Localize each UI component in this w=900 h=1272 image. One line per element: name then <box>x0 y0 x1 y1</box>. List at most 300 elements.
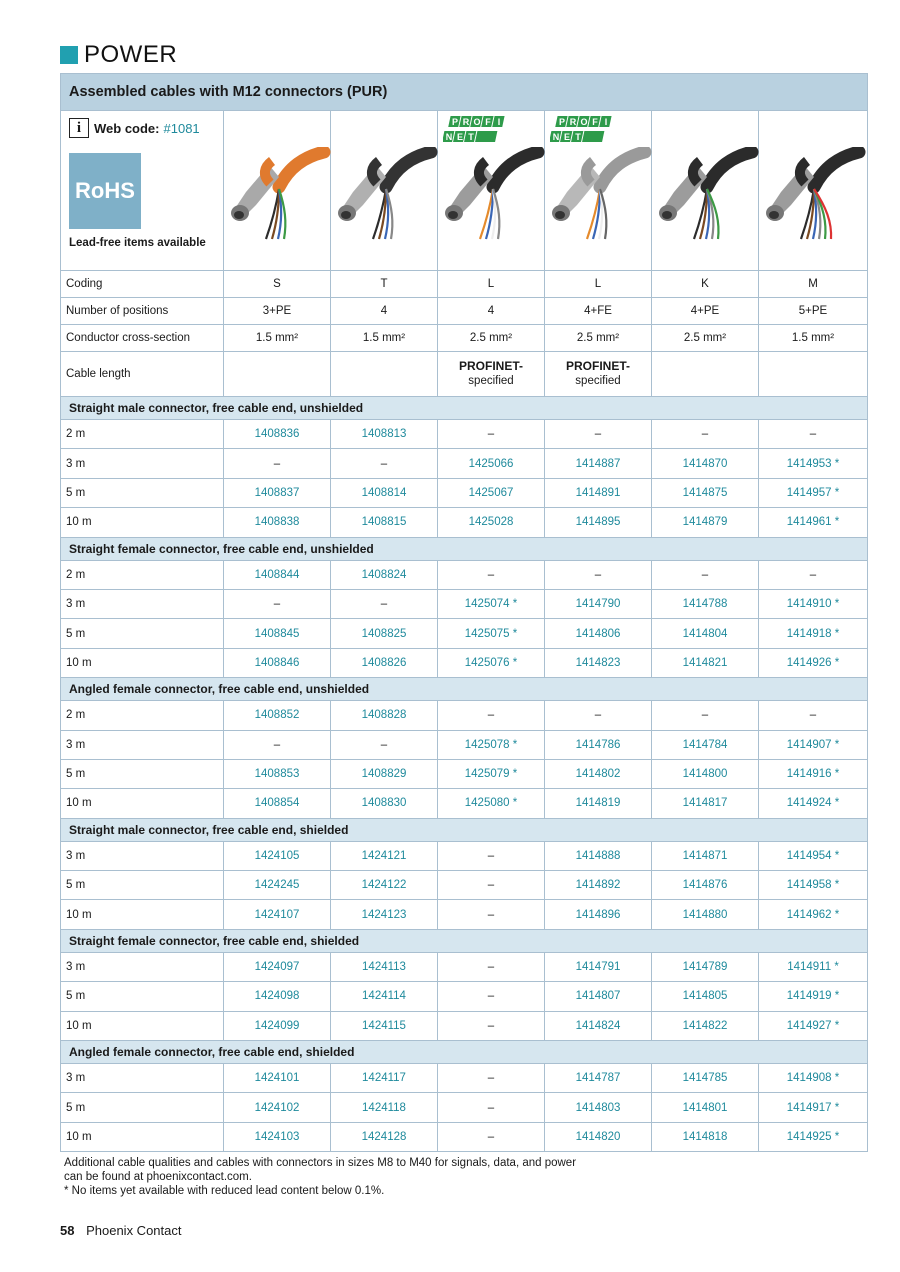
order-number-cell <box>545 701 652 730</box>
order-number-link[interactable]: 1424105 <box>254 849 300 862</box>
order-number-link[interactable]: 1414800 <box>682 768 728 781</box>
order-number-link[interactable]: 1425075 * <box>464 627 518 640</box>
product-image-cell <box>438 111 545 271</box>
order-number-cell <box>652 589 759 618</box>
order-number-cell <box>652 701 759 730</box>
spec-value: 4 <box>438 298 545 325</box>
order-number-cell <box>438 589 545 618</box>
cable-length-value <box>545 352 652 397</box>
order-number-cell <box>331 648 438 677</box>
order-number-cell <box>224 841 331 870</box>
order-number-link[interactable]: 1424121 <box>361 849 407 862</box>
spec-row <box>61 298 868 325</box>
length-cell: 3 m <box>61 449 224 478</box>
spec-value: 4+FE <box>545 298 652 325</box>
order-number-cell <box>438 1064 545 1093</box>
order-number-cell <box>545 560 652 589</box>
product-image-cell <box>652 111 759 271</box>
order-number-link[interactable]: 1408826 <box>361 656 407 669</box>
order-number-link[interactable]: 1414791 <box>575 961 621 974</box>
order-number-cell <box>331 900 438 929</box>
order-number-cell <box>759 759 868 788</box>
order-number-link[interactable]: 1414876 <box>682 879 728 892</box>
order-number-cell <box>331 420 438 449</box>
not-available: – <box>487 568 495 581</box>
order-number-cell <box>438 900 545 929</box>
section-square-icon <box>60 46 78 64</box>
not-available: – <box>594 709 602 722</box>
footnote-line: can be found at phoenixcontact.com. <box>64 1171 252 1183</box>
order-number-cell <box>652 871 759 900</box>
order-number-link[interactable]: 1408813 <box>361 428 407 441</box>
order-number-cell <box>652 759 759 788</box>
order-number-cell <box>652 478 759 507</box>
order-number-cell <box>331 1064 438 1093</box>
order-number-link[interactable]: 1414805 <box>682 990 728 1003</box>
profinet-label: PROFINET- <box>565 359 630 373</box>
order-number-link[interactable]: 1414892 <box>575 879 621 892</box>
profinet-specified: specified <box>575 375 621 387</box>
order-number-cell <box>224 871 331 900</box>
order-number-link[interactable]: 1425074 * <box>464 598 518 611</box>
order-number-cell <box>759 478 868 507</box>
order-number-link[interactable]: 1414954 * <box>786 849 840 862</box>
order-number-cell <box>331 589 438 618</box>
order-number-link[interactable]: 1425066 <box>468 457 514 470</box>
order-number-cell <box>652 449 759 478</box>
not-available: – <box>487 990 495 1003</box>
svg-text:P: P <box>558 117 566 127</box>
length-cell: 10 m <box>61 1011 224 1040</box>
order-number-cell <box>331 508 438 537</box>
order-number-cell <box>545 952 652 981</box>
order-number-link[interactable]: 1414824 <box>575 1019 621 1032</box>
order-number-link[interactable]: 1424097 <box>254 961 300 974</box>
order-number-cell <box>224 420 331 449</box>
web-code[interactable] <box>69 118 215 138</box>
order-number-link[interactable]: 1414821 <box>682 656 728 669</box>
order-number-cell <box>652 730 759 759</box>
order-number-cell <box>331 478 438 507</box>
not-available: – <box>809 428 817 441</box>
product-table-wrapper <box>60 73 867 1152</box>
order-number-cell <box>759 589 868 618</box>
spec-value: L <box>545 271 652 298</box>
length-cell: 3 m <box>61 952 224 981</box>
order-number-cell <box>224 648 331 677</box>
order-number-link[interactable]: 1424123 <box>361 908 407 921</box>
cable-connector-icon <box>652 147 759 267</box>
order-number-link[interactable]: 1408837 <box>254 486 300 499</box>
cable-length-value <box>438 352 545 397</box>
not-available: – <box>487 1072 495 1085</box>
order-number-link[interactable]: 1408854 <box>254 797 300 810</box>
section-header-row <box>61 1041 868 1064</box>
info-cell <box>61 111 224 271</box>
order-number-link[interactable]: 1408830 <box>361 797 407 810</box>
table-row <box>61 420 868 449</box>
order-number-link[interactable]: 1414891 <box>575 486 621 499</box>
table-row <box>61 871 868 900</box>
table-row <box>61 478 868 507</box>
svg-text:I: I <box>497 117 501 127</box>
order-number-link[interactable]: 1414879 <box>682 516 728 529</box>
web-code-link[interactable]: #1081 <box>163 120 200 136</box>
order-number-link[interactable]: 1408836 <box>254 428 300 441</box>
section-title: Straight male connector, free cable end, unshielded <box>61 397 868 420</box>
order-number-link[interactable]: 1425079 * <box>464 768 518 781</box>
spec-value: 2.5 mm² <box>652 325 759 352</box>
order-number-link[interactable]: 1414875 <box>682 486 728 499</box>
spec-label: Number of positions <box>61 298 224 325</box>
footnote <box>64 1156 604 1198</box>
order-number-link[interactable]: 1414896 <box>575 908 621 921</box>
section-title: Straight female connector, free cable end, unshielded <box>61 537 868 560</box>
profinet-label: PROFINET- <box>458 359 523 373</box>
order-number-cell <box>438 478 545 507</box>
order-number-cell <box>224 589 331 618</box>
order-number-link[interactable]: 1414927 * <box>786 1019 840 1032</box>
order-number-cell <box>545 789 652 818</box>
order-number-link[interactable]: 1414908 * <box>786 1072 840 1085</box>
order-number-link[interactable]: 1414785 <box>682 1072 728 1085</box>
order-number-link[interactable]: 1414887 <box>575 457 621 470</box>
info-icon: i <box>69 118 89 138</box>
spec-row <box>61 325 868 352</box>
not-available: – <box>809 709 817 722</box>
order-number-link[interactable]: 1408838 <box>254 516 300 529</box>
order-number-link[interactable]: 1425076 * <box>464 656 518 669</box>
order-number-link[interactable]: 1408814 <box>361 486 407 499</box>
order-number-cell <box>545 841 652 870</box>
order-number-cell <box>224 1064 331 1093</box>
not-available: – <box>487 428 495 441</box>
order-number-cell <box>438 508 545 537</box>
spec-value: 3+PE <box>224 298 331 325</box>
order-number-link[interactable]: 1408853 <box>254 768 300 781</box>
cable-length-value <box>759 352 868 397</box>
table-row <box>61 589 868 618</box>
order-number-link[interactable]: 1414817 <box>682 797 728 810</box>
order-number-link[interactable]: 1414823 <box>575 656 621 669</box>
order-number-link[interactable]: 1424101 <box>254 1072 300 1085</box>
table-row <box>61 789 868 818</box>
length-cell: 3 m <box>61 730 224 759</box>
order-number-cell <box>224 759 331 788</box>
order-number-link[interactable]: 1414820 <box>575 1131 621 1143</box>
order-number-cell <box>759 789 868 818</box>
order-number-link[interactable]: 1424118 <box>362 1101 406 1114</box>
length-cell: 3 m <box>61 1064 224 1093</box>
cable-connector-icon <box>759 147 866 267</box>
order-number-cell <box>331 730 438 759</box>
order-number-cell <box>438 841 545 870</box>
table-title-row <box>61 74 868 111</box>
order-number-link[interactable]: 1414786 <box>575 738 621 751</box>
length-cell: 10 m <box>61 1122 224 1151</box>
not-available: – <box>487 1131 495 1143</box>
order-number-link[interactable]: 1414787 <box>575 1072 621 1085</box>
order-number-cell <box>438 560 545 589</box>
table-row <box>61 560 868 589</box>
not-available: – <box>701 428 709 441</box>
order-number-link[interactable]: 1414926 * <box>786 656 840 669</box>
order-number-link[interactable]: 1414953 * <box>786 457 840 470</box>
order-number-cell <box>438 701 545 730</box>
order-number-link[interactable]: 1414871 <box>682 849 728 862</box>
order-number-cell <box>759 841 868 870</box>
order-number-cell <box>545 730 652 759</box>
length-cell: 3 m <box>61 841 224 870</box>
order-number-link[interactable]: 1414789 <box>682 961 728 974</box>
order-number-link[interactable]: 1414918 * <box>786 627 840 640</box>
order-number-cell <box>438 1093 545 1122</box>
table-row <box>61 952 868 981</box>
order-number-link[interactable]: 1414919 * <box>786 990 840 1003</box>
order-number-cell <box>759 982 868 1011</box>
order-number-cell <box>759 952 868 981</box>
profinet-logo-icon <box>443 114 505 146</box>
order-number-cell <box>652 648 759 677</box>
order-number-link[interactable]: 1408825 <box>361 627 407 640</box>
order-number-link[interactable]: 1414818 <box>682 1131 728 1143</box>
svg-text:E: E <box>456 132 464 142</box>
order-number-cell <box>545 449 652 478</box>
order-number-cell <box>331 449 438 478</box>
order-number-cell <box>652 619 759 648</box>
order-number-link[interactable]: 1425078 * <box>464 738 518 751</box>
order-number-link[interactable]: 1414870 <box>682 457 728 470</box>
order-number-cell <box>652 1093 759 1122</box>
order-number-link[interactable]: 1425080 * <box>464 797 518 810</box>
spec-value: S <box>224 271 331 298</box>
page-number: 58 <box>60 1223 75 1238</box>
order-number-cell <box>652 420 759 449</box>
table-row <box>61 841 868 870</box>
length-cell: 2 m <box>61 701 224 730</box>
order-number-link[interactable]: 1425028 <box>468 516 514 529</box>
order-number-link[interactable]: 1424107 <box>254 908 300 921</box>
order-number-cell <box>331 1093 438 1122</box>
order-number-cell <box>545 1011 652 1040</box>
order-number-link[interactable]: 1424114 <box>362 990 406 1003</box>
order-number-cell <box>438 730 545 759</box>
order-number-cell <box>438 648 545 677</box>
length-cell: 5 m <box>61 478 224 507</box>
order-number-cell <box>759 871 868 900</box>
order-number-cell <box>759 900 868 929</box>
rohs-badge: RoHS <box>69 153 141 229</box>
order-number-link[interactable]: 1414819 <box>575 797 621 810</box>
product-image-cell <box>331 111 438 271</box>
length-cell: 5 m <box>61 759 224 788</box>
spec-value: L <box>438 271 545 298</box>
cable-length-value <box>652 352 759 397</box>
order-number-link[interactable]: 1414957 * <box>786 486 840 499</box>
order-number-link[interactable]: 1408844 <box>254 568 300 581</box>
order-number-cell <box>331 1122 438 1151</box>
order-number-link[interactable]: 1414907 * <box>786 738 840 751</box>
section-title: Angled female connector, free cable end, unshielded <box>61 678 868 701</box>
svg-text:T: T <box>575 132 581 142</box>
order-number-link[interactable]: 1408845 <box>254 627 300 640</box>
order-number-cell <box>438 871 545 900</box>
not-available: – <box>594 428 602 441</box>
order-number-link[interactable]: 1414803 <box>575 1101 621 1114</box>
svg-text:F: F <box>485 117 491 127</box>
order-number-link[interactable]: 1424117 <box>362 1072 406 1085</box>
svg-text:N: N <box>445 132 453 142</box>
not-available: – <box>380 457 388 470</box>
order-number-cell <box>224 619 331 648</box>
order-number-link[interactable]: 1414804 <box>682 627 728 640</box>
order-number-cell <box>545 1064 652 1093</box>
table-row <box>61 759 868 788</box>
not-available: – <box>273 457 281 470</box>
order-number-cell <box>545 589 652 618</box>
order-number-cell <box>224 449 331 478</box>
svg-text:P: P <box>451 117 459 127</box>
order-number-link[interactable]: 1408829 <box>361 768 407 781</box>
order-number-link[interactable]: 1414910 * <box>786 598 840 611</box>
svg-text:N: N <box>552 132 560 142</box>
order-number-link[interactable]: 1414916 * <box>786 768 840 781</box>
order-number-cell <box>759 449 868 478</box>
order-number-cell <box>224 1122 331 1151</box>
order-number-link[interactable]: 1414895 <box>575 516 621 529</box>
order-number-link[interactable]: 1408852 <box>254 709 300 722</box>
order-number-cell <box>759 701 868 730</box>
order-number-link[interactable]: 1424102 <box>254 1101 300 1114</box>
order-number-link[interactable]: 1408846 <box>254 656 300 669</box>
table-row <box>61 900 868 929</box>
order-number-link[interactable]: 1424099 <box>254 1019 300 1032</box>
order-number-link[interactable]: 1414807 <box>575 990 621 1003</box>
order-number-link[interactable]: 1414924 * <box>786 797 840 810</box>
order-number-cell <box>545 982 652 1011</box>
order-number-link[interactable]: 1414790 <box>575 598 621 611</box>
order-number-link[interactable]: 1414961 * <box>786 516 840 529</box>
order-number-link[interactable]: 1414801 <box>682 1101 728 1114</box>
table-row <box>61 449 868 478</box>
spec-value: T <box>331 271 438 298</box>
section-header-row <box>61 818 868 841</box>
order-number-link[interactable]: 1424115 <box>362 1019 406 1032</box>
svg-text:I: I <box>604 117 608 127</box>
order-number-cell <box>545 900 652 929</box>
page-header <box>60 42 177 68</box>
order-number-link[interactable]: 1414822 <box>682 1019 728 1032</box>
order-number-link[interactable]: 1414925 * <box>786 1131 840 1143</box>
footnote-line: Additional cable qualities and cables with connectors in sizes M8 to M40 for signals, data, and power <box>64 1157 577 1169</box>
not-available: – <box>487 709 495 722</box>
order-number-link[interactable]: 1424245 <box>254 879 300 892</box>
length-cell: 5 m <box>61 871 224 900</box>
length-cell: 10 m <box>61 789 224 818</box>
order-number-cell <box>438 789 545 818</box>
not-available: – <box>487 849 495 862</box>
not-available: – <box>487 961 495 974</box>
order-number-link[interactable]: 1424113 <box>362 961 406 974</box>
not-available: – <box>487 879 495 892</box>
order-number-link[interactable]: 1414802 <box>575 768 621 781</box>
order-number-cell <box>652 982 759 1011</box>
spec-value: 5+PE <box>759 298 868 325</box>
spec-value: 1.5 mm² <box>224 325 331 352</box>
page-footer <box>60 1223 182 1238</box>
section-header-row <box>61 537 868 560</box>
order-number-link[interactable]: 1414880 <box>682 908 728 921</box>
order-number-link[interactable]: 1424098 <box>254 990 300 1003</box>
order-number-link[interactable]: 1414958 * <box>786 879 840 892</box>
order-number-link[interactable]: 1414888 <box>575 849 621 862</box>
order-number-cell <box>759 619 868 648</box>
order-number-cell <box>224 982 331 1011</box>
table-row <box>61 1064 868 1093</box>
order-number-link[interactable]: 1424103 <box>254 1131 300 1143</box>
order-number-cell <box>545 420 652 449</box>
order-number-cell <box>759 1064 868 1093</box>
section-title: Straight male connector, free cable end, shielded <box>61 818 868 841</box>
not-available: – <box>487 1019 495 1032</box>
order-number-link[interactable]: 1424128 <box>361 1131 407 1143</box>
order-number-cell <box>545 508 652 537</box>
order-number-cell <box>331 701 438 730</box>
spec-value: 1.5 mm² <box>331 325 438 352</box>
order-number-link[interactable]: 1408815 <box>361 516 407 529</box>
table-title: Assembled cables with M12 connectors (PUR) <box>61 74 868 111</box>
svg-text:O: O <box>580 117 588 127</box>
order-number-link[interactable]: 1414962 * <box>786 908 840 921</box>
order-number-cell <box>224 789 331 818</box>
table-row <box>61 982 868 1011</box>
order-number-link[interactable]: 1408824 <box>361 568 407 581</box>
spec-value: 1.5 mm² <box>759 325 868 352</box>
order-number-cell <box>224 478 331 507</box>
order-number-cell <box>438 759 545 788</box>
svg-text:R: R <box>462 117 470 127</box>
order-number-cell <box>759 730 868 759</box>
order-number-cell <box>331 841 438 870</box>
table-row <box>61 701 868 730</box>
table-row <box>61 508 868 537</box>
order-number-link[interactable]: 1414806 <box>575 627 621 640</box>
order-number-link[interactable]: 1414911 * <box>787 961 839 974</box>
order-number-cell <box>331 560 438 589</box>
order-number-link[interactable]: 1414784 <box>682 738 728 751</box>
order-number-cell <box>224 560 331 589</box>
order-number-cell <box>224 701 331 730</box>
order-number-link[interactable]: 1408828 <box>361 709 407 722</box>
order-number-cell <box>331 982 438 1011</box>
order-number-link[interactable]: 1414788 <box>682 598 728 611</box>
order-number-cell <box>545 759 652 788</box>
order-number-cell <box>545 648 652 677</box>
not-available: – <box>809 568 817 581</box>
order-number-cell <box>224 900 331 929</box>
order-number-link[interactable]: 1424122 <box>361 879 407 892</box>
lead-free-note: Lead-free items available <box>69 237 206 249</box>
order-number-cell <box>331 759 438 788</box>
svg-text:E: E <box>563 132 571 142</box>
order-number-link[interactable]: 1425067 <box>468 486 514 499</box>
order-number-cell <box>438 952 545 981</box>
order-number-cell <box>759 1093 868 1122</box>
order-number-cell <box>759 1122 868 1151</box>
order-number-link[interactable]: 1414917 * <box>786 1101 840 1114</box>
order-number-cell <box>331 1011 438 1040</box>
product-image-cell <box>759 111 868 271</box>
